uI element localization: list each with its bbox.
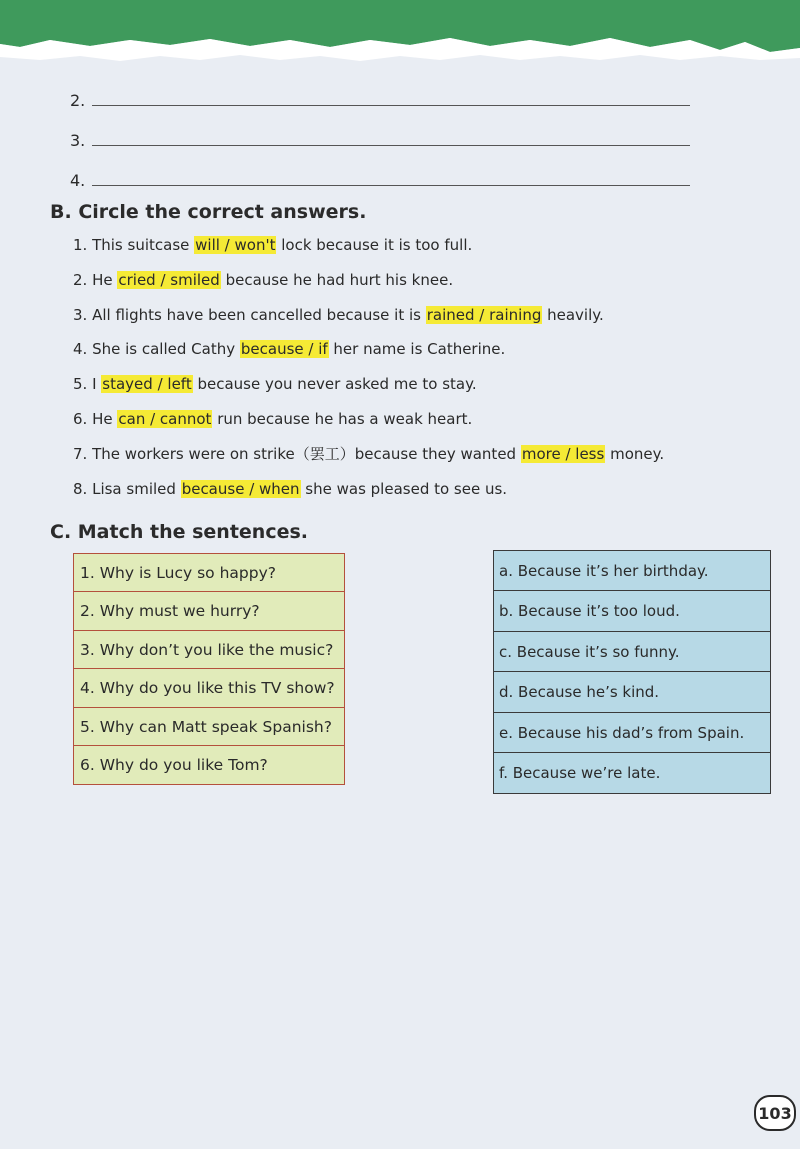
item-number: 3. xyxy=(73,305,88,324)
answer-line-number: 2. xyxy=(70,91,86,110)
answer-choice[interactable]: stayed / left xyxy=(102,375,192,394)
item-number: 4. xyxy=(73,340,88,359)
answer-blank[interactable] xyxy=(92,144,690,146)
section-b-heading: B. Circle the correct answers. xyxy=(50,201,367,223)
item-text-before: She is called Cathy xyxy=(92,340,240,359)
item-number: 6. xyxy=(73,409,88,428)
item-text-after: because you never asked me to stay. xyxy=(192,375,477,394)
question-cell[interactable]: 6. Why do you like Tom? xyxy=(73,745,345,785)
item-text-after: heavily. xyxy=(542,305,604,324)
list-item xyxy=(73,336,773,371)
question-cell[interactable]: 1. Why is Lucy so happy? xyxy=(73,553,345,593)
answer-line-2[interactable] xyxy=(70,70,690,110)
question-cell[interactable]: 3. Why don’t you like the music? xyxy=(73,630,345,670)
item-number: 5. xyxy=(73,375,88,394)
answer-choice[interactable]: because / when xyxy=(181,479,300,498)
item-number: 8. xyxy=(73,479,88,498)
answer-cell[interactable]: f. Because we’re late. xyxy=(493,752,771,794)
answer-cell[interactable]: e. Because his dad’s from Spain. xyxy=(493,712,771,754)
answer-choice[interactable]: rained / raining xyxy=(426,305,542,324)
answer-line-4[interactable] xyxy=(70,150,690,190)
item-text-after: lock because it is too full. xyxy=(276,236,473,254)
answer-cell[interactable]: c. Because it’s so funny. xyxy=(493,631,771,673)
item-text-after: money. xyxy=(605,444,665,463)
question-cell[interactable]: 2. Why must we hurry? xyxy=(73,591,345,631)
answer-line-number: 3. xyxy=(70,131,86,150)
item-text-before: All flights have been cancelled because it is xyxy=(92,305,426,324)
answer-choice[interactable]: because / if xyxy=(240,340,328,359)
list-item xyxy=(73,441,773,476)
item-text-after: she was pleased to see us. xyxy=(300,479,508,498)
answer-cell[interactable]: b. Because it’s too loud. xyxy=(493,590,771,632)
answer-choice[interactable]: cried / smiled xyxy=(118,270,220,289)
item-text-before: He xyxy=(92,409,118,428)
section-b-list xyxy=(73,232,773,510)
answer-choice[interactable]: can / cannot xyxy=(118,409,212,428)
answer-line-3[interactable] xyxy=(70,110,690,150)
question-table xyxy=(73,554,345,785)
question-cell[interactable]: 5. Why can Matt speak Spanish? xyxy=(73,707,345,747)
item-text-before: Lisa smiled xyxy=(92,479,181,498)
item-number: 2. xyxy=(73,270,88,289)
answer-choice[interactable]: will / won't xyxy=(195,236,276,254)
item-number: 1. xyxy=(73,236,88,254)
page-number: 103 xyxy=(754,1095,796,1131)
item-text-before: He xyxy=(92,270,118,289)
list-item xyxy=(73,302,773,337)
answer-cell[interactable]: a. Because it’s her birthday. xyxy=(493,550,771,592)
list-item xyxy=(73,232,773,267)
item-text-before: The workers were on strike（罢工）because they wanted xyxy=(92,444,521,463)
answer-blank[interactable] xyxy=(92,184,690,186)
item-number: 7. xyxy=(73,444,88,463)
answer-line-number: 4. xyxy=(70,171,86,190)
section-c-heading: C. Match the sentences. xyxy=(50,521,308,543)
list-item xyxy=(73,371,773,406)
answer-cell[interactable]: d. Because he’s kind. xyxy=(493,671,771,713)
answer-choice[interactable]: more / less xyxy=(521,444,605,463)
item-text-before: I xyxy=(92,375,102,394)
item-text-before: This suitcase xyxy=(92,236,195,254)
list-item xyxy=(73,406,773,441)
list-item xyxy=(73,476,773,511)
decorative-top-band xyxy=(0,0,800,70)
answer-table xyxy=(493,551,771,794)
item-text-after: her name is Catherine. xyxy=(328,340,506,359)
answer-lines xyxy=(70,70,690,190)
item-text-after: run because he has a weak heart. xyxy=(212,409,473,428)
list-item xyxy=(73,267,773,302)
question-cell[interactable]: 4. Why do you like this TV show? xyxy=(73,668,345,708)
item-text-after: because he had hurt his knee. xyxy=(220,270,454,289)
answer-blank[interactable] xyxy=(92,104,690,106)
